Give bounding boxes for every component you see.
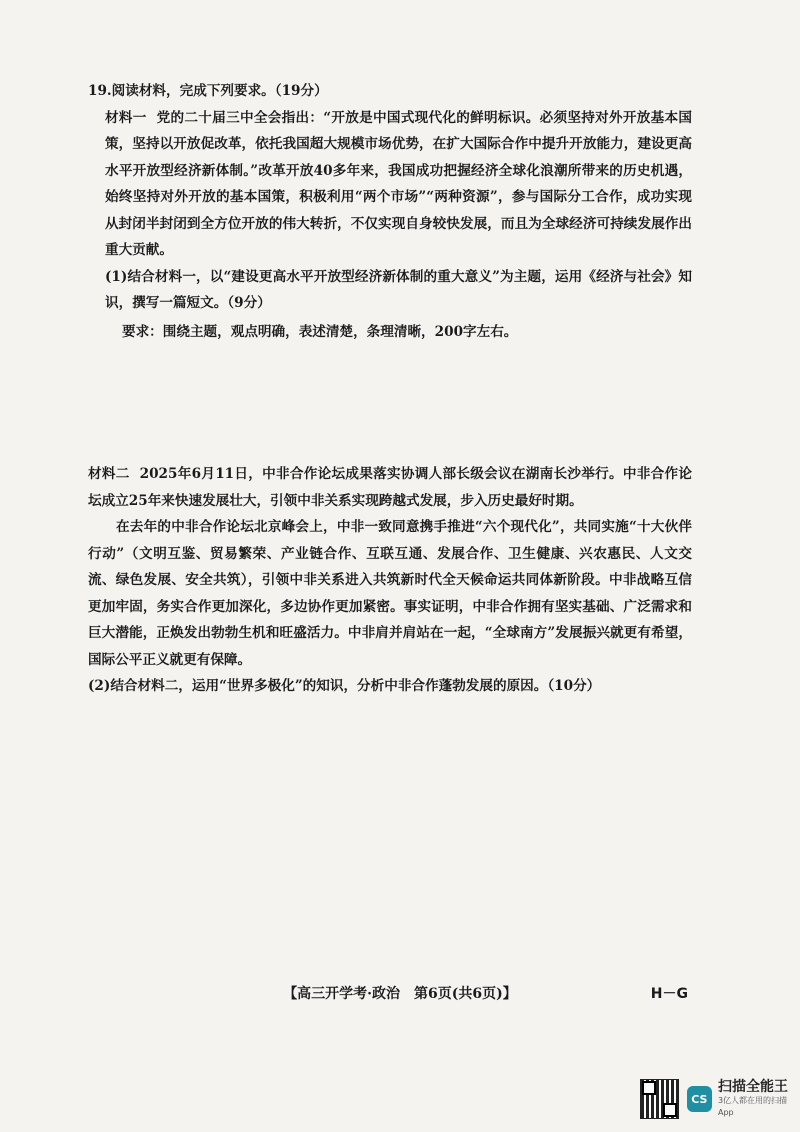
material-2-p1: 2025年6月11日，中非合作论坛成果落实协调人部长级会议在湖南长沙举行。中非合作论坛成立25年来快速发展壮大，引领中非关系实现跨越式发展，步入历史最好时期。 [88, 466, 692, 509]
sub-question-2: (2)结合材料二，运用“世界多极化”的知识，分析中非合作蓬勃发展的原因。（10分） [88, 678, 601, 694]
sub-question-1-requirement: 要求：围绕主题，观点明确，表述清楚，条理清晰，200字左右。 [122, 323, 518, 340]
sub-question-1: (1)结合材料一，以“建设更高水平开放型经济新体制的重大意义”为主题，运用《经济与社会》知识，撰写一篇短文。（9分） [105, 268, 692, 311]
question-block [88, 78, 692, 700]
scanner-tagline: 3亿人都在用的扫描App [717, 1096, 788, 1117]
scanner-watermark [640, 1079, 800, 1119]
material-1-label: 材料一 [105, 109, 147, 126]
material-1 [88, 105, 692, 264]
scanner-text [718, 1079, 800, 1119]
answer-space [88, 345, 692, 461]
material-2-p2: 在去年的中非合作论坛北京峰会上，中非一致同意携手推进“六个现代化”，共同实施“十大伙伴行动”（文明互鉴、贸易繁荣、产业链合作、互联互通、发展合作、卫生健康、兴农惠民、人文交流、绿色发展、安全共筑），引领中非关系进入共筑新时代全天候命运共同体新阶段。中非战略互信更加牢固，务实合作更加深化，多边协作更加紧密。事实证明，中非合作拥有坚实基础、广泛需求和巨大潜能，正焕发出勃勃生机和旺盛活力。中非肩并肩站在一起，“全球南方”发展振兴就更有希望，国际公平正义就更有保障。 [88, 519, 692, 668]
question-title: 19.阅读材料，完成下列要求。（19分） [88, 83, 328, 99]
material-1-text: 党的二十届三中全会指出：“开放是中国式现代化的鲜明标识。必须坚持对外开放基本国策，坚持以开放促改革，依托我国超大规模市场优势，在扩大国际合作中提升开放能力，建设更高水平开放型经济新体制。”改革开放40多年来，我国成功把握经济全球化浪潮所带来的历史机遇，始终坚持对外开放的基本国策，积极利用“两个市场”“两种资源”，参与国际分工合作，成功实现从封闭半封闭到全方位开放的伟大转折，不仅实现自身较快发展，而且为全球经济可持续发展作出重大贡献。 [105, 109, 692, 258]
footer-page-info: 【高三开学考·政治 第6页(共6页)】 [283, 986, 517, 1002]
material-2 [88, 461, 692, 514]
camscanner-logo: CS [687, 1086, 712, 1112]
material-2-label: 材料二 [88, 466, 130, 482]
qr-code-icon [640, 1079, 679, 1119]
scanner-name: 扫描全能王 [717, 1079, 788, 1095]
footer-code: H－G [650, 986, 688, 1002]
